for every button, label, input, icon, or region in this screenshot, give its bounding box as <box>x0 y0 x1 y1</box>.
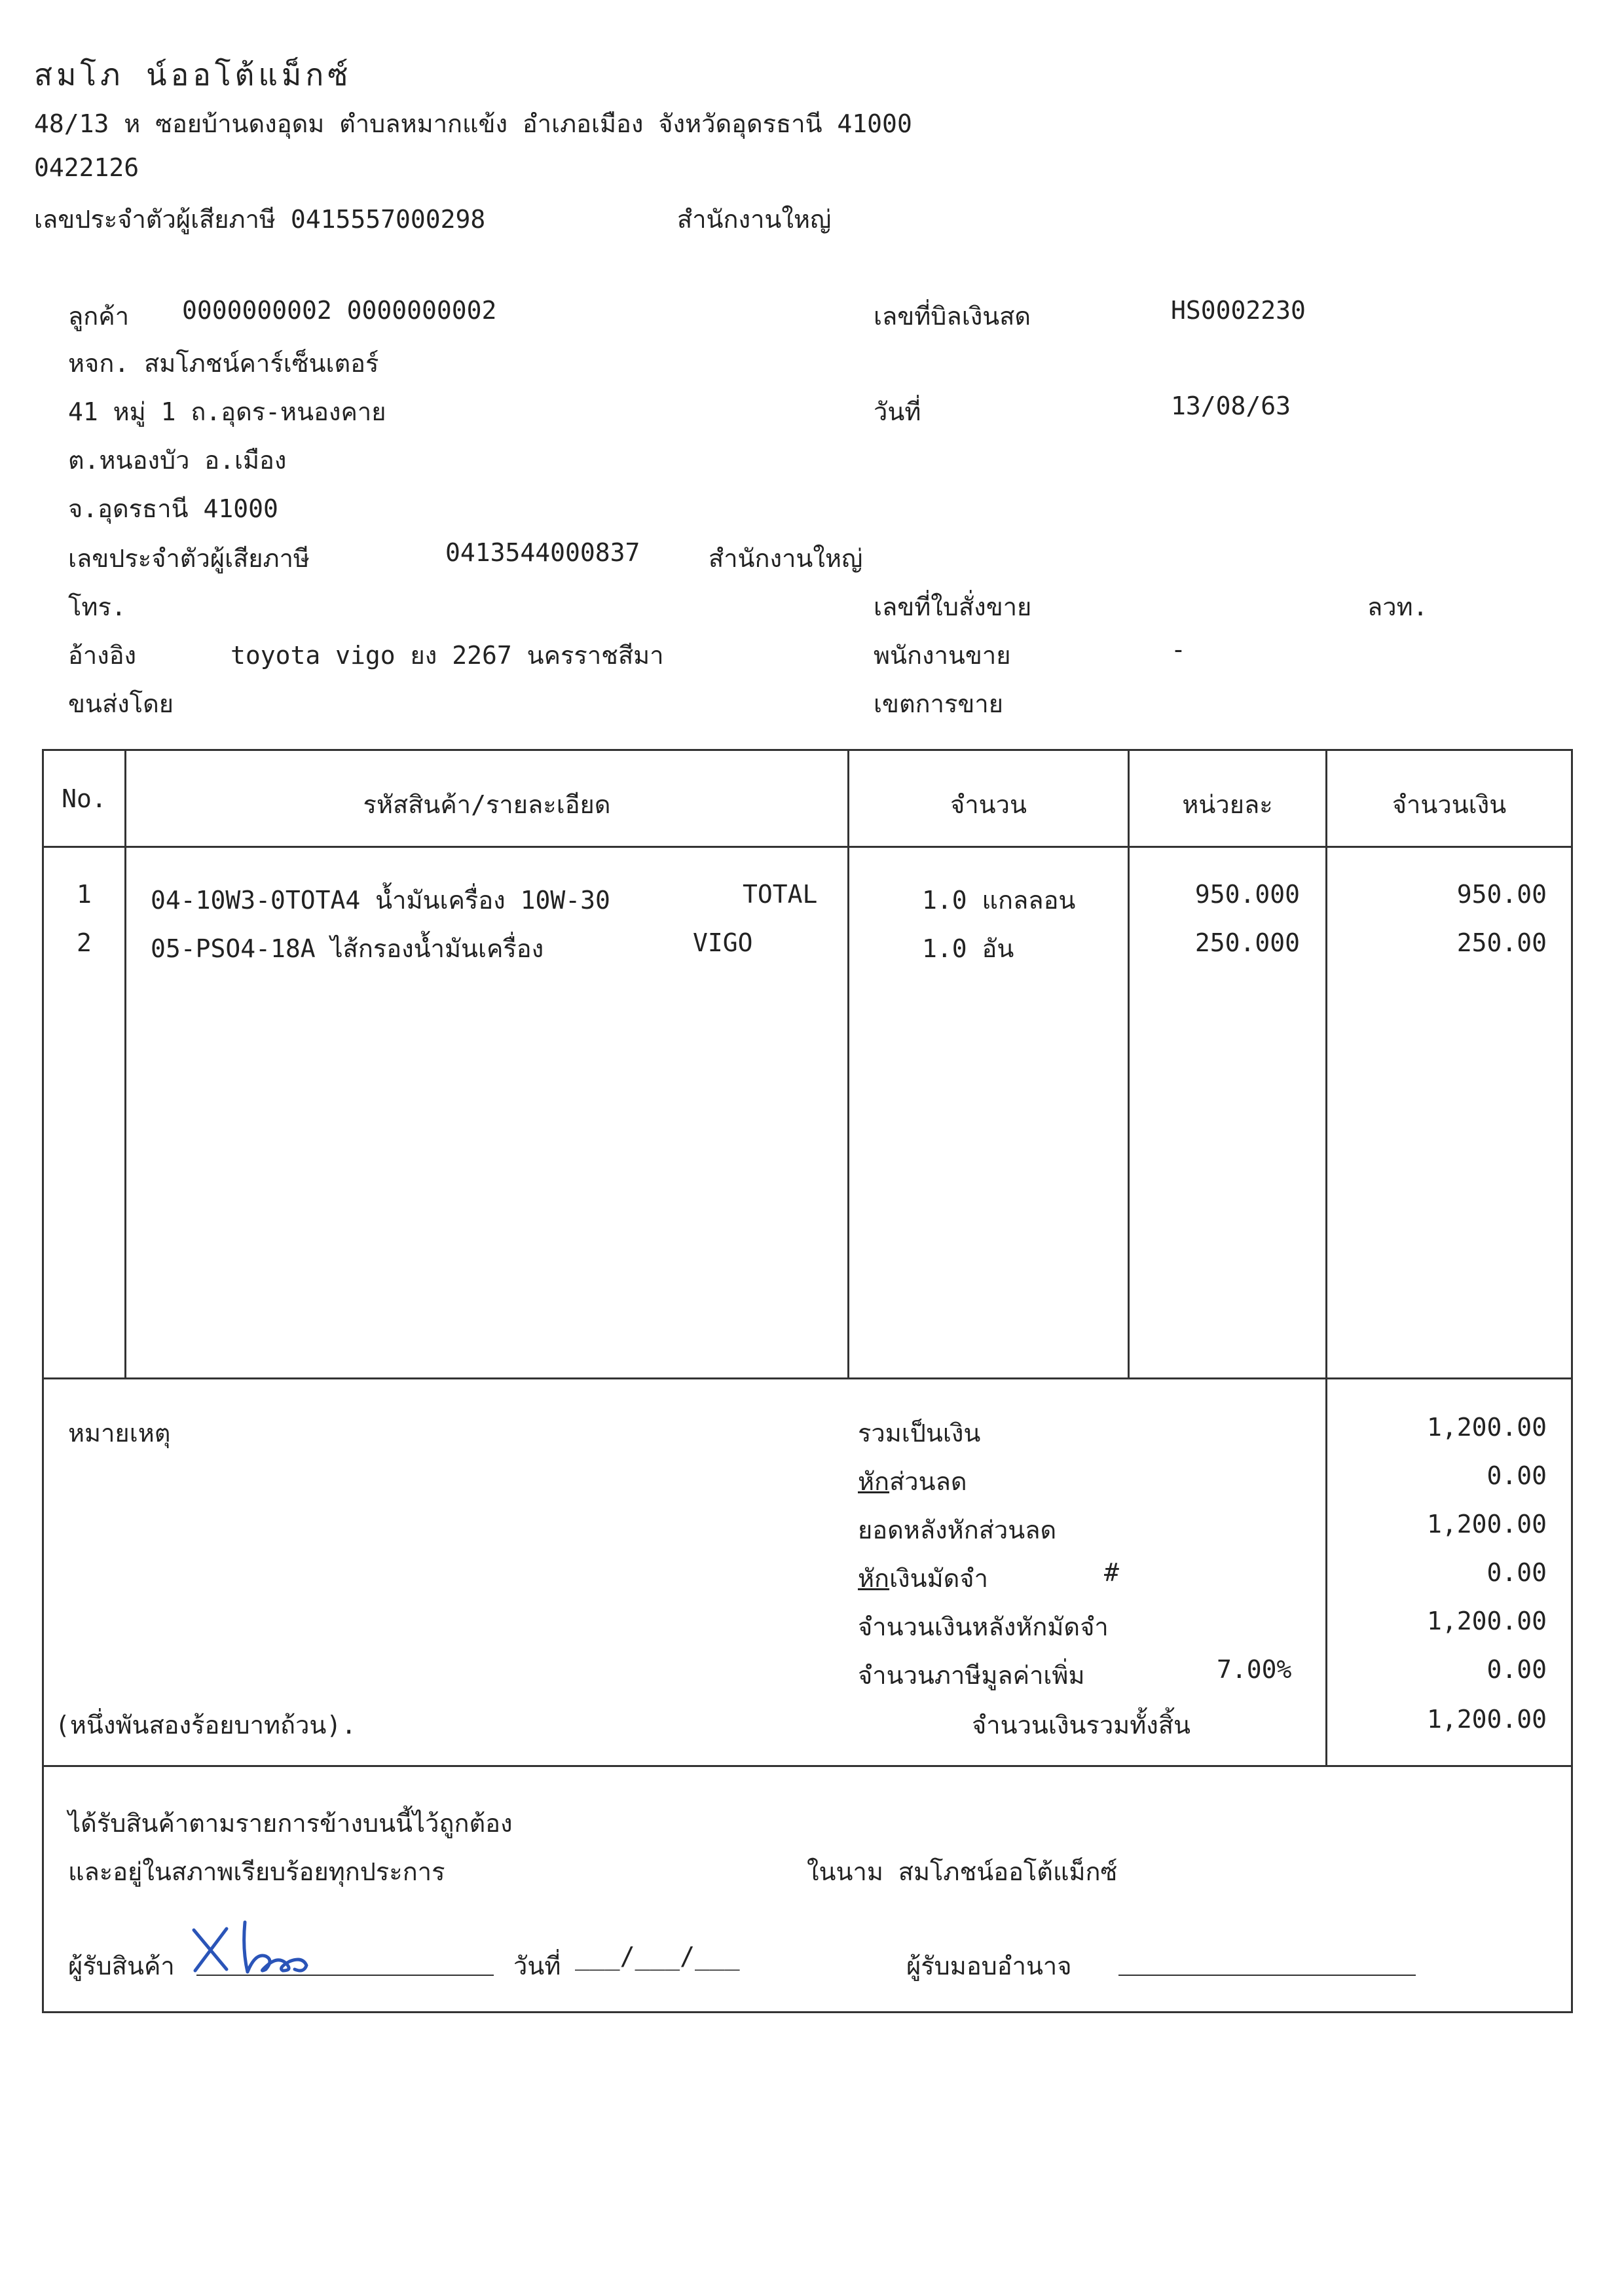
header-desc: รหัสสินค้า/รายละเอียด <box>363 790 611 819</box>
header-amount: จำนวนเงิน <box>1392 790 1507 819</box>
row-amount: 950.00 <box>1456 880 1547 909</box>
remark-label: หมายเหตุ <box>68 1419 171 1448</box>
after-deposit-value: 1,200.00 <box>1426 1607 1547 1635</box>
grand-total-label: จำนวนเงินรวมทั้งสิ้น <box>972 1711 1190 1740</box>
table-summary-separator <box>42 1765 1573 1767</box>
customer-ship-label: ขนส่งโดย <box>68 689 174 718</box>
seller-tax-id: เลขประจำตัวผู้เสียภาษี 0415557000298 <box>34 205 486 234</box>
customer-label: ลูกค้า <box>68 302 130 331</box>
on-behalf-text: ในนาม สมโภชน์ออโต้แม็กซ์ <box>807 1857 1118 1886</box>
vat-label: จำนวนภาษีมูลค่าเพิ่ม <box>858 1661 1085 1690</box>
discount-label <box>858 1461 967 1501</box>
customer-address-3: จ.อุดรธานี 41000 <box>68 494 278 523</box>
table-items-separator <box>42 1377 1573 1379</box>
discount-label-underlined: หัก <box>858 1467 890 1496</box>
row-qty: 1.0 แกลลอน <box>922 886 1076 915</box>
vat-rate: 7.00% <box>1217 1655 1292 1684</box>
row-desc: 04-10W3-0TOTA4 น้ำมันเครื่อง 10W-30 <box>151 886 610 915</box>
seller-address: 48/13 ห ซอยบ้านดงอุดม ตำบลหมากแข้ง อำเภอเมือง จังหวัดอุดรธานี 41000 <box>34 109 912 138</box>
customer-tax-id: 0413544000837 <box>445 538 640 567</box>
customer-codes: 0000000002 0000000002 <box>182 296 497 325</box>
col-sep-1 <box>124 749 126 1379</box>
authorized-signature-line <box>1118 1975 1416 1976</box>
salesman-label: พนักงานขาย <box>874 641 1011 670</box>
bill-no: HS0002230 <box>1171 296 1306 325</box>
receive-date-label: วันที่ <box>513 1952 561 1980</box>
vat-value: 0.00 <box>1486 1655 1547 1684</box>
confirm-text-1: ได้รับสินค้าตามรายการข้างบนนี้ไว้ถูกต้อง <box>68 1809 513 1838</box>
deposit-label <box>858 1558 988 1598</box>
discount-value: 0.00 <box>1486 1461 1547 1490</box>
seller-phone: 0422126 <box>34 153 139 182</box>
discount-label-rest: ส่วนลด <box>889 1467 967 1496</box>
receive-date-blank: ___/___/___ <box>575 1942 740 1971</box>
table-border-bottom <box>42 2011 1573 2013</box>
customer-address-2: ต.หนองบัว อ.เมือง <box>68 446 287 475</box>
deposit-value: 0.00 <box>1486 1558 1547 1587</box>
after-deposit-label: จำนวนเงินหลังหักมัดจำ <box>858 1613 1109 1641</box>
row-no: 1 <box>77 880 92 909</box>
sales-order-label: เลขที่ใบสั่งขาย <box>874 592 1032 621</box>
header-no: No. <box>62 784 107 813</box>
customer-address-1: 41 หมู่ 1 ถ.อุดร-หนองคาย <box>68 397 386 426</box>
seller-name: สมโภ น์ออโต้แม็กซ์ <box>34 57 352 92</box>
bill-no-label: เลขที่บิลเงินสด <box>874 302 1031 331</box>
row-no: 2 <box>77 928 92 957</box>
sales-order-value: ลวท. <box>1367 592 1428 621</box>
header-unit-price: หน่วยละ <box>1182 790 1273 819</box>
row-amount: 250.00 <box>1456 928 1547 957</box>
table-header-separator <box>42 846 1573 848</box>
total-label: รวมเป็นเงิน <box>858 1419 981 1448</box>
invoice-date: 13/08/63 <box>1171 392 1291 420</box>
row-qty: 1.0 อัน <box>922 934 1014 963</box>
authorized-label: ผู้รับมอบอำนาจ <box>906 1952 1072 1980</box>
sales-zone-label: เขตการขาย <box>874 689 1003 718</box>
row-unit-price: 250.000 <box>1194 928 1300 957</box>
customer-phone-label: โทร. <box>68 592 126 621</box>
customer-ref-value: toyota vigo ยง 2267 นครราชสีมา <box>231 641 664 670</box>
row-brand: VIGO <box>693 928 753 957</box>
total-value: 1,200.00 <box>1426 1413 1547 1442</box>
after-discount-label: ยอดหลังหักส่วนลด <box>858 1516 1057 1544</box>
col-sep-2 <box>847 749 849 1379</box>
table-border-top <box>42 749 1573 751</box>
amount-in-words: (หนึ่งพันสองร้อยบาทถ้วน). <box>55 1711 357 1740</box>
receiver-label: ผู้รับสินค้า <box>68 1952 175 1980</box>
customer-tax-label: เลขประจำตัวผู้เสียภาษี <box>68 544 310 573</box>
row-brand: TOTAL <box>743 880 818 909</box>
customer-branch: สำนักงานใหญ่ <box>709 544 863 573</box>
seller-branch: สำนักงานใหญ่ <box>677 205 832 234</box>
confirm-text-2: และอยู่ในสภาพเรียบร้อยทุกประการ <box>68 1857 445 1886</box>
after-discount-value: 1,200.00 <box>1426 1510 1547 1539</box>
customer-ref-label: อ้างอิง <box>68 641 137 670</box>
deposit-label-underlined: หัก <box>858 1564 890 1593</box>
col-sep-3 <box>1128 749 1130 1379</box>
row-unit-price: 950.000 <box>1194 880 1300 909</box>
grand-total-value: 1,200.00 <box>1426 1705 1547 1734</box>
date-label: วันที่ <box>874 397 921 426</box>
salesman-value: - <box>1171 635 1186 664</box>
deposit-hash: # <box>1104 1558 1119 1587</box>
customer-name: หจก. สมโภชน์คาร์เซ็นเตอร์ <box>68 349 379 378</box>
header-qty: จำนวน <box>950 790 1027 819</box>
table-border-right <box>1571 749 1573 2013</box>
row-desc: 05-PSO4-18A ไส้กรองน้ำมันเครื่อง <box>151 934 544 963</box>
receiver-signature-icon <box>187 1910 318 1982</box>
deposit-label-rest: เงินมัดจำ <box>889 1564 988 1593</box>
